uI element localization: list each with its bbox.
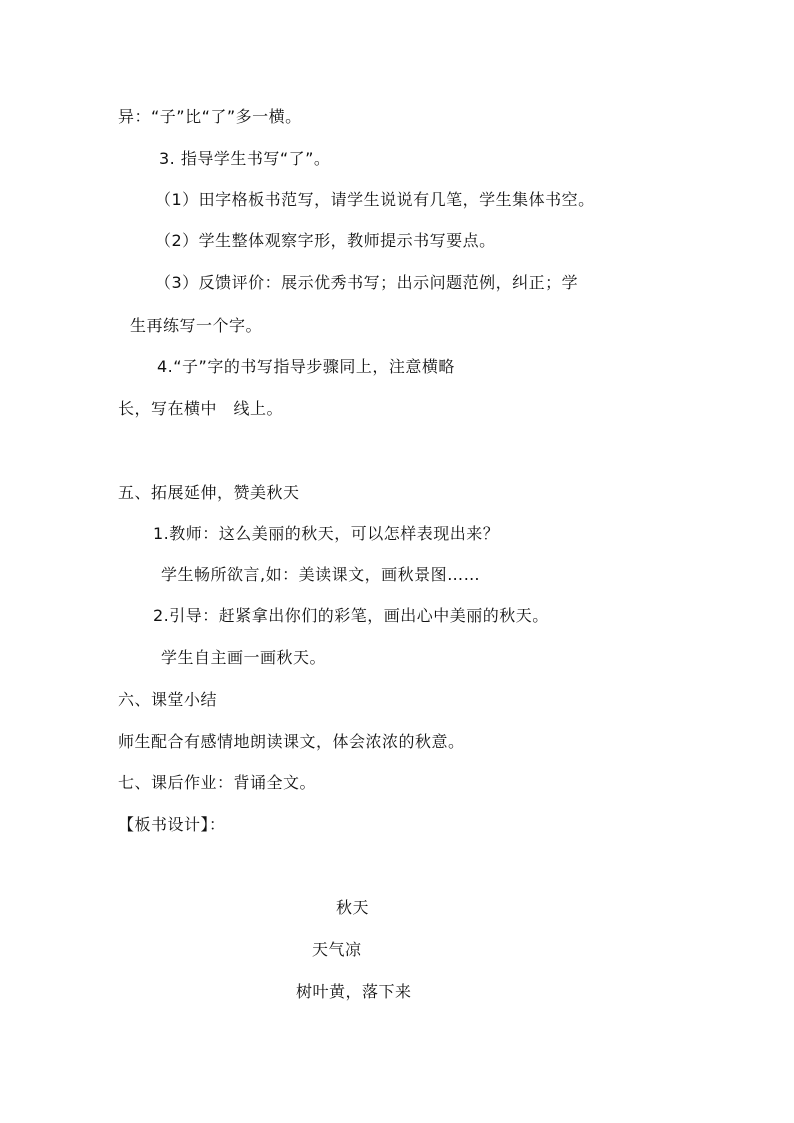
board-line-3: 树叶黄，落下来 [296,982,412,1001]
section-heading-summary: 六、课堂小结 [118,690,218,709]
text-line-8: 长，写在横中 线上。 [118,399,284,418]
text-line-13: 学生自主画一画秋天。 [161,648,327,667]
text-line-6: 生再练写一个字。 [130,316,263,335]
text-line-1: 异：“子”比“了”多一横。 [118,107,302,126]
text-line-10: 1.教师：这么美丽的秋天，可以怎样表现出来？ [153,524,500,543]
text-line-2: 3. 指导学生书写“了”。 [159,149,331,168]
text-line-3: （1）田字格板书范写，请学生说说有几笔，学生集体书空。 [155,190,595,209]
text-line-7: 4.“子”字的书写指导步骤同上，注意横略 [157,357,455,376]
text-line-4: （2）学生整体观察字形，教师提示书写要点。 [155,231,496,250]
board-line-2: 天气凉 [312,940,362,959]
text-line-12: 2.引导：赶紧拿出你们的彩笔，画出心中美丽的秋天。 [153,606,549,625]
board-line-title: 秋天 [336,898,370,917]
text-line-5: （3）反馈评价：展示优秀书写；出示问题范例，纠正；学 [155,273,579,292]
section-heading-homework: 七、课后作业：背诵全文。 [118,773,317,792]
text-line-11: 学生畅所欲言,如：美读课文，画秋景图…… [161,565,481,584]
board-design-heading: 【板书设计】： [118,815,226,834]
text-line-15: 师生配合有感情地朗读课文，体会浓浓的秋意。 [118,732,465,751]
section-heading-extension: 五、拓展延伸，赞美秋天 [118,483,300,502]
